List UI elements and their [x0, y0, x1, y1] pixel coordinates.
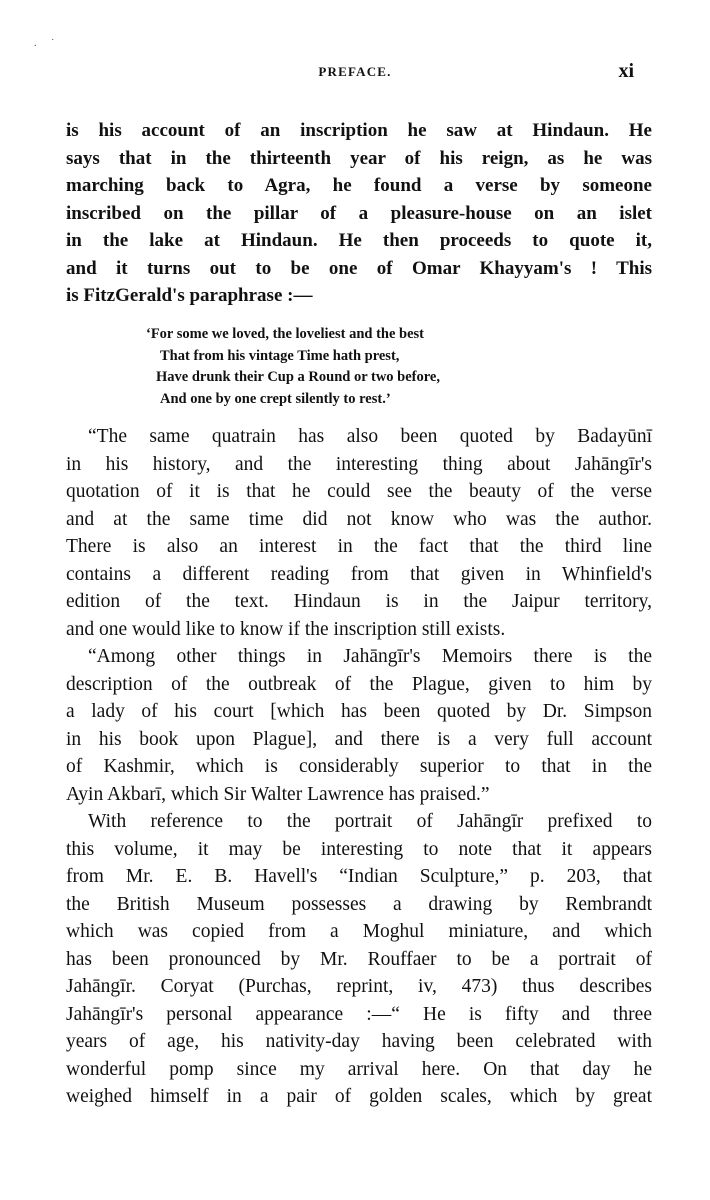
text-line: Ayin Akbarī, which Sir Walter Lawrence has praised.” [66, 783, 490, 805]
running-head [0, 62, 710, 86]
margin-marks: . ˙ [34, 38, 61, 49]
text-line: from Mr. E. B. Havell's “Indian Sculpture,” p. 203, that [66, 866, 652, 887]
text-line: contains a different reading from that given in Whinfield's [66, 563, 652, 585]
text-line: has been pronounced by Mr. Rouffaer to be a portrait of [66, 948, 652, 970]
text-line: Jahāngīr's personal appearance :—“ He is fifty and three [66, 1003, 652, 1025]
text-line: of Kashmir, which is considerably superior to that in the [66, 756, 652, 777]
text-line: this volume, it may be interesting to note that it appears [66, 838, 652, 860]
page-number: xi [618, 60, 634, 82]
text-line: With reference to the portrait of Jahāngīr prefixed to [88, 811, 652, 832]
text-line: There is also an interest in the fact that the third line [66, 536, 652, 557]
text-line: and at the same time did not know who was the author. [66, 508, 652, 530]
paragraph-inscription [66, 117, 652, 310]
verse-line: ‘For some we loved, the loveliest and the best [146, 326, 425, 342]
text-line: and one would like to know if the inscription still exists. [66, 618, 506, 640]
text-line: “Among other things in Jahāngīr's Memoirs there is the [88, 646, 652, 667]
text-line: is his account of an inscription he saw at Hindaun. He [66, 120, 652, 141]
paragraph-block-main [66, 423, 652, 1111]
text-line: “The same quatrain has also been quoted by Badayūnī [88, 426, 652, 447]
text-line: which was copied from a Moghul miniature, and which [66, 921, 652, 942]
text-line: says that in the thirteenth year of his reign, as he was [66, 147, 652, 169]
running-title: PREFACE. [318, 64, 392, 79]
text-line: in his history, and the interesting thing about Jahāngīr's [66, 453, 652, 475]
text-line: and it turns out to be one of Omar Khayyam's ! This [66, 257, 652, 279]
text-line: inscribed on the pillar of a pleasure-house on an islet [66, 202, 652, 224]
verse-quotation [146, 324, 546, 410]
verse-line: That from his vintage Time hath prest, [160, 347, 400, 364]
verse-line: Have drunk their Cup a Round or two before, [156, 369, 440, 385]
text-line: marching back to Agra, he found a verse by someone [66, 175, 652, 196]
text-line: the British Museum possesses a drawing by Rembrandt [66, 893, 652, 915]
text-line: wonderful pomp since my arrival here. On that day he [66, 1058, 652, 1080]
text-line: Jahāngīr. Coryat (Purchas, reprint, iv, 473) thus describes [66, 976, 652, 997]
text-line: years of age, his nativity-day having been celebrated with [66, 1031, 652, 1052]
text-line: is FitzGerald's paraphrase :— [66, 285, 313, 306]
text-line: in the lake at Hindaun. He then proceeds to quote it, [66, 230, 652, 251]
text-line: quotation of it is that he could see the beauty of the verse [66, 481, 652, 502]
verse-line: And one by one crept silently to rest.’ [160, 390, 391, 407]
text-line: a lady of his court [which has been quoted by Dr. Simpson [66, 701, 652, 722]
text-line: in his book upon Plague], and there is a very full account [66, 728, 652, 750]
text-line: edition of the text. Hindaun is in the Jaipur territory, [66, 591, 652, 612]
text-line: weighed himself in a pair of golden scales, which by great [66, 1086, 652, 1107]
text-line: description of the outbreak of the Plague, given to him by [66, 673, 652, 695]
